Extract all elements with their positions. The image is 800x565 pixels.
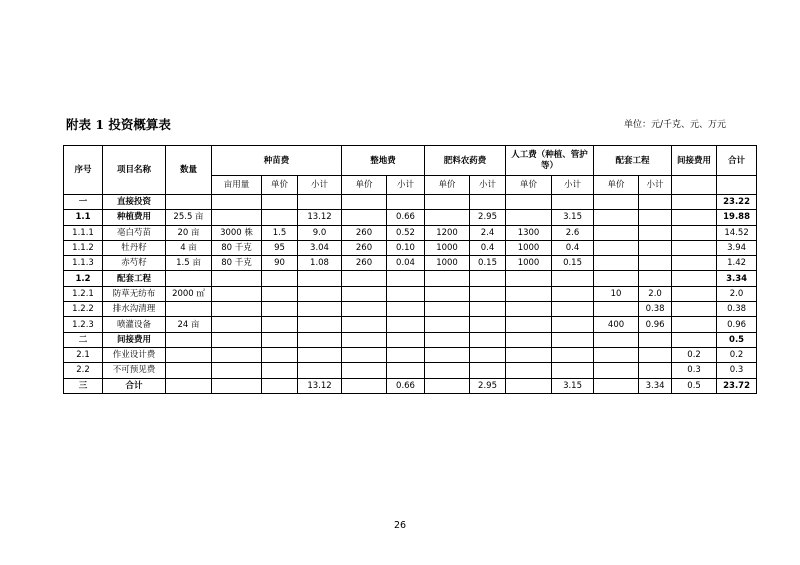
cell-fert-unit-price <box>425 332 470 347</box>
table-row <box>64 302 757 317</box>
table-row <box>64 317 757 332</box>
cell-seq: 1.1.2 <box>64 240 103 255</box>
cell-mu-qty <box>212 332 262 347</box>
cell-facility-subtotal: 0.38 <box>639 302 672 317</box>
cell-quantity: 24 亩 <box>166 317 212 332</box>
cell-seedling-subtotal <box>298 347 342 362</box>
cell-item-name: 牡丹籽 <box>103 240 166 255</box>
table-body <box>64 195 757 394</box>
cell-seedling-subtotal: 9.0 <box>298 225 342 240</box>
cell-fert-subtotal <box>470 286 506 301</box>
header-labor-cost: 人工费（种植、管护等） <box>506 146 594 176</box>
table-row <box>64 363 757 378</box>
cell-labor-unit-price: 1300 <box>506 225 552 240</box>
cell-facility-subtotal <box>639 363 672 378</box>
cell-indirect-cost <box>672 302 717 317</box>
cell-labor-subtotal <box>552 317 594 332</box>
cell-land-unit-price <box>342 286 387 301</box>
cell-seq: 1.2.3 <box>64 317 103 332</box>
cell-labor-unit-price <box>506 195 552 210</box>
cell-seedling-subtotal <box>298 317 342 332</box>
cell-labor-unit-price <box>506 271 552 286</box>
cell-facility-subtotal: 3.34 <box>639 378 672 393</box>
header-fertilizer-cost: 肥料农药费 <box>425 146 506 176</box>
cell-facility-subtotal <box>639 195 672 210</box>
cell-land-unit-price <box>342 347 387 362</box>
cell-labor-subtotal <box>552 271 594 286</box>
header-seedling-subtotal: 小计 <box>298 176 342 195</box>
cell-item-name: 作业设计费 <box>103 347 166 362</box>
cell-labor-unit-price <box>506 302 552 317</box>
cell-fert-subtotal <box>470 195 506 210</box>
cell-mu-qty <box>212 286 262 301</box>
cell-seq: 2.2 <box>64 363 103 378</box>
cell-indirect-cost: 0.5 <box>672 378 717 393</box>
cell-seq: 1.1 <box>64 210 103 225</box>
header-facility-unit-price: 单价 <box>594 176 639 195</box>
cell-facility-unit-price <box>594 347 639 362</box>
cell-mu-qty: 80 千克 <box>212 240 262 255</box>
cell-seedling-unit-price <box>262 286 298 301</box>
cell-quantity: 2000 ㎡ <box>166 286 212 301</box>
cell-quantity: 4 亩 <box>166 240 212 255</box>
cell-quantity: 20 亩 <box>166 225 212 240</box>
header-facility-cost: 配套工程 <box>594 146 672 176</box>
cell-item-name: 直接投资 <box>103 195 166 210</box>
cell-seedling-subtotal: 13.12 <box>298 378 342 393</box>
cell-land-unit-price <box>342 195 387 210</box>
cell-land-subtotal <box>387 195 425 210</box>
cell-facility-unit-price <box>594 210 639 225</box>
cell-quantity <box>166 302 212 317</box>
cell-item-name: 间接费用 <box>103 332 166 347</box>
cell-indirect-cost: 0.3 <box>672 363 717 378</box>
cell-facility-unit-price <box>594 271 639 286</box>
cell-land-subtotal: 0.10 <box>387 240 425 255</box>
cell-seedling-unit-price <box>262 332 298 347</box>
cell-facility-unit-price <box>594 195 639 210</box>
cell-labor-unit-price <box>506 378 552 393</box>
cell-quantity <box>166 195 212 210</box>
cell-seq: 1.2.2 <box>64 302 103 317</box>
table-row <box>64 195 757 210</box>
cell-indirect-cost <box>672 256 717 271</box>
header-seq: 序号 <box>64 146 103 195</box>
cell-facility-unit-price <box>594 240 639 255</box>
cell-total: 14.52 <box>717 225 757 240</box>
cell-seedling-unit-price <box>262 195 298 210</box>
cell-land-subtotal: 0.66 <box>387 210 425 225</box>
cell-total: 0.2 <box>717 347 757 362</box>
cell-labor-unit-price <box>506 363 552 378</box>
cell-total: 19.88 <box>717 210 757 225</box>
cell-land-subtotal <box>387 332 425 347</box>
cell-labor-unit-price <box>506 286 552 301</box>
header-facility-subtotal: 小计 <box>639 176 672 195</box>
header-labor-unit-price: 单价 <box>506 176 552 195</box>
header-fert-unit-price: 单价 <box>425 176 470 195</box>
cell-labor-subtotal <box>552 195 594 210</box>
cell-seq: 1.1.1 <box>64 225 103 240</box>
cell-fert-subtotal <box>470 271 506 286</box>
cell-land-unit-price: 260 <box>342 240 387 255</box>
header-row-1 <box>64 146 757 176</box>
cell-land-unit-price <box>342 363 387 378</box>
cell-land-subtotal: 0.66 <box>387 378 425 393</box>
cell-quantity <box>166 378 212 393</box>
cell-land-unit-price <box>342 210 387 225</box>
cell-seedling-subtotal <box>298 195 342 210</box>
cell-seedling-subtotal <box>298 271 342 286</box>
cell-seedling-subtotal: 3.04 <box>298 240 342 255</box>
cell-labor-subtotal: 0.4 <box>552 240 594 255</box>
cell-land-unit-price <box>342 302 387 317</box>
cell-facility-subtotal: 2.0 <box>639 286 672 301</box>
cell-fert-subtotal: 0.15 <box>470 256 506 271</box>
header-labor-subtotal: 小计 <box>552 176 594 195</box>
table-row <box>64 332 757 347</box>
cell-facility-unit-price <box>594 363 639 378</box>
cell-item-name: 不可预见费 <box>103 363 166 378</box>
cell-seq: 二 <box>64 332 103 347</box>
cell-quantity <box>166 271 212 286</box>
cell-land-subtotal <box>387 363 425 378</box>
cell-facility-subtotal <box>639 225 672 240</box>
cell-seedling-unit-price <box>262 302 298 317</box>
cell-total: 0.96 <box>717 317 757 332</box>
cell-quantity: 25.5 亩 <box>166 210 212 225</box>
cell-indirect-cost <box>672 286 717 301</box>
cell-seq: 一 <box>64 195 103 210</box>
cell-land-subtotal <box>387 286 425 301</box>
cell-fert-unit-price <box>425 302 470 317</box>
header-total: 合计 <box>717 146 757 176</box>
header-quantity: 数量 <box>166 146 212 195</box>
header-total-empty <box>717 176 757 195</box>
cell-facility-unit-price: 400 <box>594 317 639 332</box>
cell-mu-qty <box>212 210 262 225</box>
cell-land-subtotal <box>387 317 425 332</box>
cell-indirect-cost <box>672 240 717 255</box>
header-indirect-cost: 间接费用 <box>672 146 717 176</box>
cell-seedling-subtotal <box>298 363 342 378</box>
cell-labor-subtotal: 3.15 <box>552 378 594 393</box>
header-land-subtotal: 小计 <box>387 176 425 195</box>
cell-item-name: 合计 <box>103 378 166 393</box>
cell-indirect-cost <box>672 332 717 347</box>
cell-facility-subtotal <box>639 347 672 362</box>
unit-note: 单位：元/千克、元、万元 <box>623 120 726 130</box>
cell-facility-unit-price <box>594 378 639 393</box>
cell-seedling-subtotal <box>298 286 342 301</box>
cell-total: 0.38 <box>717 302 757 317</box>
cell-facility-subtotal <box>639 332 672 347</box>
cell-seq: 1.2 <box>64 271 103 286</box>
cell-total: 3.94 <box>717 240 757 255</box>
cell-land-subtotal <box>387 271 425 286</box>
cell-mu-qty <box>212 347 262 362</box>
cell-seedling-subtotal: 13.12 <box>298 210 342 225</box>
cell-fert-subtotal: 2.4 <box>470 225 506 240</box>
cell-facility-unit-price <box>594 225 639 240</box>
cell-facility-subtotal <box>639 210 672 225</box>
header-land-unit-price: 单价 <box>342 176 387 195</box>
cell-seq: 2.1 <box>64 347 103 362</box>
cell-land-unit-price: 260 <box>342 256 387 271</box>
cell-mu-qty: 80 千克 <box>212 256 262 271</box>
cell-indirect-cost <box>672 195 717 210</box>
cell-fert-unit-price <box>425 286 470 301</box>
table-row <box>64 378 757 393</box>
cell-labor-subtotal: 3.15 <box>552 210 594 225</box>
cell-seedling-subtotal <box>298 302 342 317</box>
cell-labor-subtotal: 2.6 <box>552 225 594 240</box>
cell-facility-subtotal <box>639 256 672 271</box>
cell-labor-unit-price <box>506 332 552 347</box>
cell-fert-subtotal <box>470 332 506 347</box>
cell-mu-qty <box>212 317 262 332</box>
cell-land-unit-price <box>342 378 387 393</box>
cell-total: 23.22 <box>717 195 757 210</box>
cell-total: 1.42 <box>717 256 757 271</box>
cell-land-unit-price <box>342 332 387 347</box>
cell-land-subtotal: 0.04 <box>387 256 425 271</box>
cell-seedling-subtotal <box>298 332 342 347</box>
header-land-cost: 整地费 <box>342 146 425 176</box>
cell-fert-unit-price <box>425 195 470 210</box>
table-row <box>64 286 757 301</box>
cell-facility-unit-price <box>594 332 639 347</box>
header-indirect-empty <box>672 176 717 195</box>
cell-item-name: 防草无纺布 <box>103 286 166 301</box>
header-fert-subtotal: 小计 <box>470 176 506 195</box>
cell-land-subtotal <box>387 347 425 362</box>
cell-seedling-unit-price <box>262 271 298 286</box>
cell-item-name: 排水沟清理 <box>103 302 166 317</box>
cell-fert-subtotal: 2.95 <box>470 378 506 393</box>
cell-indirect-cost: 0.2 <box>672 347 717 362</box>
cell-facility-unit-price: 10 <box>594 286 639 301</box>
cell-quantity: 1.5 亩 <box>166 256 212 271</box>
cell-fert-unit-price: 1000 <box>425 240 470 255</box>
cell-labor-subtotal: 0.15 <box>552 256 594 271</box>
table-row <box>64 225 757 240</box>
cell-labor-unit-price <box>506 317 552 332</box>
cell-land-unit-price: 260 <box>342 225 387 240</box>
cell-fert-subtotal <box>470 317 506 332</box>
cell-labor-subtotal <box>552 332 594 347</box>
table-row <box>64 271 757 286</box>
cell-facility-unit-price <box>594 302 639 317</box>
cell-item-name: 种植费用 <box>103 210 166 225</box>
cell-fert-unit-price: 1000 <box>425 256 470 271</box>
cell-indirect-cost <box>672 271 717 286</box>
cell-seq: 三 <box>64 378 103 393</box>
cell-total: 2.0 <box>717 286 757 301</box>
header-mu-qty: 亩用量 <box>212 176 262 195</box>
cell-item-name: 亳白芍苗 <box>103 225 166 240</box>
header-item-name: 项目名称 <box>103 146 166 195</box>
cell-seedling-unit-price <box>262 363 298 378</box>
table-row <box>64 347 757 362</box>
cell-land-subtotal: 0.52 <box>387 225 425 240</box>
cell-indirect-cost <box>672 225 717 240</box>
header-seedling-unit-price: 单价 <box>262 176 298 195</box>
cell-mu-qty <box>212 195 262 210</box>
cell-facility-unit-price <box>594 256 639 271</box>
cell-total: 23.72 <box>717 378 757 393</box>
cell-facility-subtotal <box>639 271 672 286</box>
cell-quantity <box>166 347 212 362</box>
cell-labor-unit-price: 1000 <box>506 256 552 271</box>
cell-fert-subtotal: 2.95 <box>470 210 506 225</box>
cell-quantity <box>166 363 212 378</box>
header-seedling-cost: 种苗费 <box>212 146 342 176</box>
cell-land-subtotal <box>387 302 425 317</box>
cell-fert-unit-price <box>425 271 470 286</box>
cell-fert-unit-price <box>425 317 470 332</box>
cell-total: 0.5 <box>717 332 757 347</box>
cell-mu-qty: 3000 株 <box>212 225 262 240</box>
table-row <box>64 256 757 271</box>
cell-indirect-cost <box>672 317 717 332</box>
cell-fert-subtotal <box>470 347 506 362</box>
cell-seedling-unit-price <box>262 317 298 332</box>
cell-fert-unit-price <box>425 363 470 378</box>
cell-seedling-subtotal: 1.08 <box>298 256 342 271</box>
cell-seedling-unit-price: 95 <box>262 240 298 255</box>
cell-labor-subtotal <box>552 347 594 362</box>
cell-fert-unit-price <box>425 210 470 225</box>
cell-land-unit-price <box>342 317 387 332</box>
cell-fert-subtotal: 0.4 <box>470 240 506 255</box>
cell-total: 0.3 <box>717 363 757 378</box>
cell-seedling-unit-price: 90 <box>262 256 298 271</box>
cell-indirect-cost <box>672 210 717 225</box>
cell-mu-qty <box>212 363 262 378</box>
cell-seq: 1.2.1 <box>64 286 103 301</box>
cell-mu-qty <box>212 302 262 317</box>
cell-seedling-unit-price <box>262 378 298 393</box>
cell-fert-unit-price: 1200 <box>425 225 470 240</box>
cell-labor-unit-price <box>506 347 552 362</box>
cell-item-name: 配套工程 <box>103 271 166 286</box>
cell-seedling-unit-price <box>262 347 298 362</box>
cell-mu-qty <box>212 271 262 286</box>
cell-seedling-unit-price <box>262 210 298 225</box>
cell-labor-unit-price: 1000 <box>506 240 552 255</box>
cell-seq: 1.1.3 <box>64 256 103 271</box>
page-title: 附表 1 投资概算表 <box>66 117 171 132</box>
cell-total: 3.34 <box>717 271 757 286</box>
cell-fert-subtotal <box>470 302 506 317</box>
cell-labor-subtotal <box>552 302 594 317</box>
cell-facility-subtotal <box>639 240 672 255</box>
cell-fert-unit-price <box>425 378 470 393</box>
cell-labor-subtotal <box>552 363 594 378</box>
cell-facility-subtotal: 0.96 <box>639 317 672 332</box>
cell-labor-subtotal <box>552 286 594 301</box>
cell-quantity <box>166 332 212 347</box>
investment-table <box>63 145 757 394</box>
cell-labor-unit-price <box>506 210 552 225</box>
cell-land-unit-price <box>342 271 387 286</box>
cell-fert-subtotal <box>470 363 506 378</box>
cell-seedling-unit-price: 1.5 <box>262 225 298 240</box>
cell-fert-unit-price <box>425 347 470 362</box>
page-number: 26 <box>393 520 407 531</box>
table-row <box>64 210 757 225</box>
cell-item-name: 赤芍籽 <box>103 256 166 271</box>
cell-mu-qty <box>212 378 262 393</box>
table-row <box>64 240 757 255</box>
cell-item-name: 喷灌设备 <box>103 317 166 332</box>
